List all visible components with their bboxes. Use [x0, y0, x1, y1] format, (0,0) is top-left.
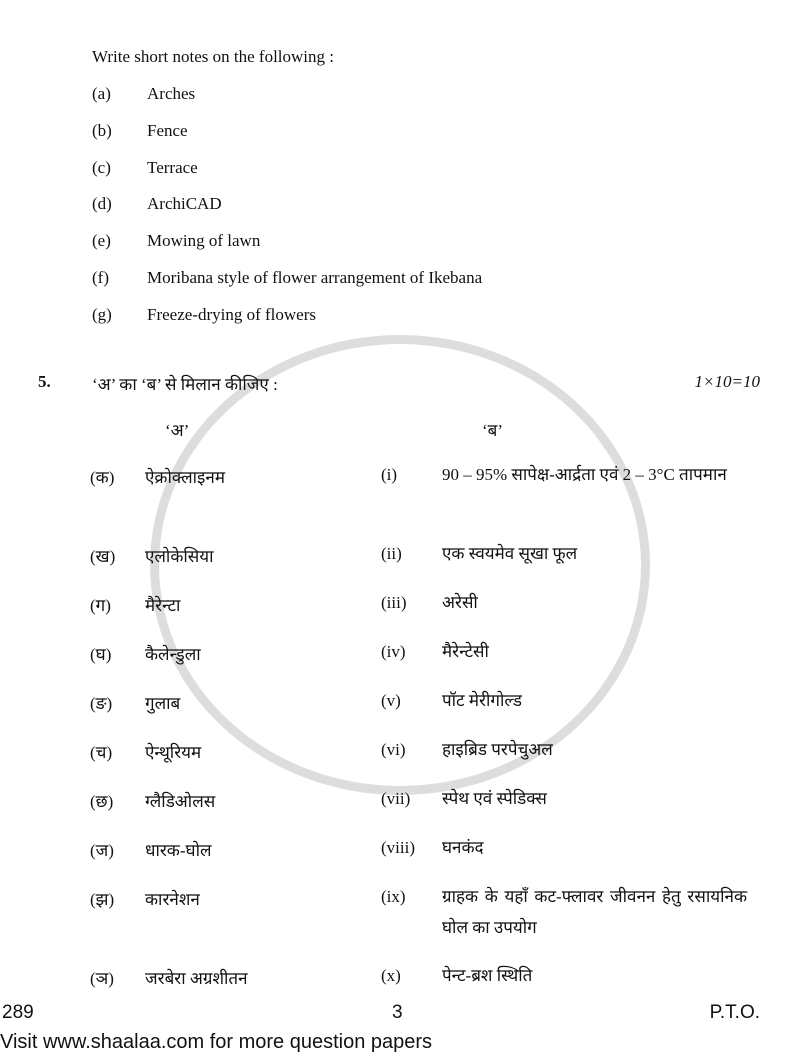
col-a-text: ऐन्थूरियम — [145, 743, 202, 762]
q4-item-text: Freeze-drying of flowers — [147, 304, 316, 324]
q5-instruction: ‘अ’ का ‘ब’ से मिलान कीजिए : — [92, 375, 278, 394]
col-b-label: (ix) — [381, 887, 406, 906]
col-b-label: (viii) — [381, 838, 415, 857]
q4-instruction: Write short notes on the following : — [92, 47, 335, 66]
col-b-text: मैरेन्टेसी — [442, 642, 489, 661]
footer-code: 289 — [2, 1002, 34, 1023]
col-b-text: अरेसी — [442, 593, 478, 612]
q4-item-text: Arches — [147, 84, 196, 103]
col-a-text: धारक-घोल — [145, 841, 212, 860]
col-b-label: (v) — [381, 691, 401, 710]
q4-item-text: Terrace — [147, 157, 198, 177]
q4-item-label: (b) — [92, 120, 112, 140]
col-b-text: पेन्ट-ब्रश स्थिति — [442, 966, 533, 985]
col-b-header: ‘ब’ — [482, 421, 504, 440]
col-a-text: ग्लैडिओलस — [145, 792, 216, 811]
q4-item-label: (e) — [92, 231, 111, 251]
col-a-label: (छ) — [90, 792, 114, 811]
col-a-label: (ञ) — [90, 969, 114, 988]
col-a-label: (ङ) — [90, 694, 113, 713]
col-b-label: (vi) — [381, 740, 406, 759]
col-b-text: स्पेथ एवं स्पेडिक्स — [442, 789, 547, 808]
col-a-text: कैलेन्डुला — [145, 645, 201, 664]
col-a-label: (ज) — [90, 841, 114, 860]
col-b-label: (vii) — [381, 789, 411, 808]
col-a-text: कारनेशन — [145, 890, 200, 909]
q5-number: 5. — [38, 372, 51, 391]
col-b-text: ग्राहक के यहाँ कट-फ्लावर जीवनन हेतु रसायनिक घोल का उपयोग — [442, 887, 747, 937]
col-b-text: 90 – 95% सापेक्ष-आर्द्रता एवं 2 – 3°C तापमान — [442, 465, 727, 484]
col-a-text: मैरेन्टा — [145, 596, 181, 615]
q4-item-text: ArchiCAD — [147, 194, 222, 214]
q4-item-text: Mowing of lawn — [147, 231, 261, 251]
col-b-text: घनकंद — [442, 838, 484, 857]
col-b-label: (ii) — [381, 544, 402, 563]
q4-item-label: (f) — [92, 268, 109, 287]
col-b-text: हाइब्रिड परपेचुअल — [442, 740, 553, 759]
col-a-text: ऐक्रोक्लाइनम — [145, 468, 226, 487]
col-b-text: एक स्वयमेव सूखा फूल — [442, 544, 578, 563]
col-a-text: जरबेरा अग्रशीतन — [145, 969, 248, 988]
q4-item-label: (g) — [92, 304, 112, 324]
q4-item-text: Fence — [147, 120, 188, 140]
q4-item-label: (a) — [92, 84, 111, 103]
col-b-label: (i) — [381, 465, 398, 484]
col-a-label: (ख) — [90, 547, 116, 566]
footer-promo-link[interactable]: Visit www.shaalaa.com for more question papers — [0, 1031, 433, 1053]
col-a-text: एलोकेसिया — [145, 547, 214, 566]
col-b-label: (iii) — [381, 593, 407, 612]
col-a-header: ‘अ’ — [165, 421, 190, 440]
col-a-label: (घ) — [90, 645, 112, 664]
q4-item-text: Moribana style of flower arrangement of Ikebana — [147, 268, 483, 287]
col-a-label: (ग) — [90, 596, 111, 615]
q4-item-label: (d) — [92, 194, 112, 214]
q5-marks: 1×10=10 — [694, 372, 760, 391]
footer-page: 3 — [392, 1002, 403, 1023]
col-b-label: (x) — [381, 966, 401, 985]
col-a-label: (क) — [90, 468, 115, 487]
footer-pto: P.T.O. — [709, 1002, 760, 1023]
col-b-label: (iv) — [381, 642, 406, 661]
col-a-label: (झ) — [90, 890, 115, 909]
q4-item-label: (c) — [92, 157, 111, 177]
col-a-text: गुलाब — [145, 694, 181, 713]
col-a-label: (च) — [90, 743, 113, 762]
col-b-text: पॉट मेरीगोल्ड — [442, 691, 522, 710]
